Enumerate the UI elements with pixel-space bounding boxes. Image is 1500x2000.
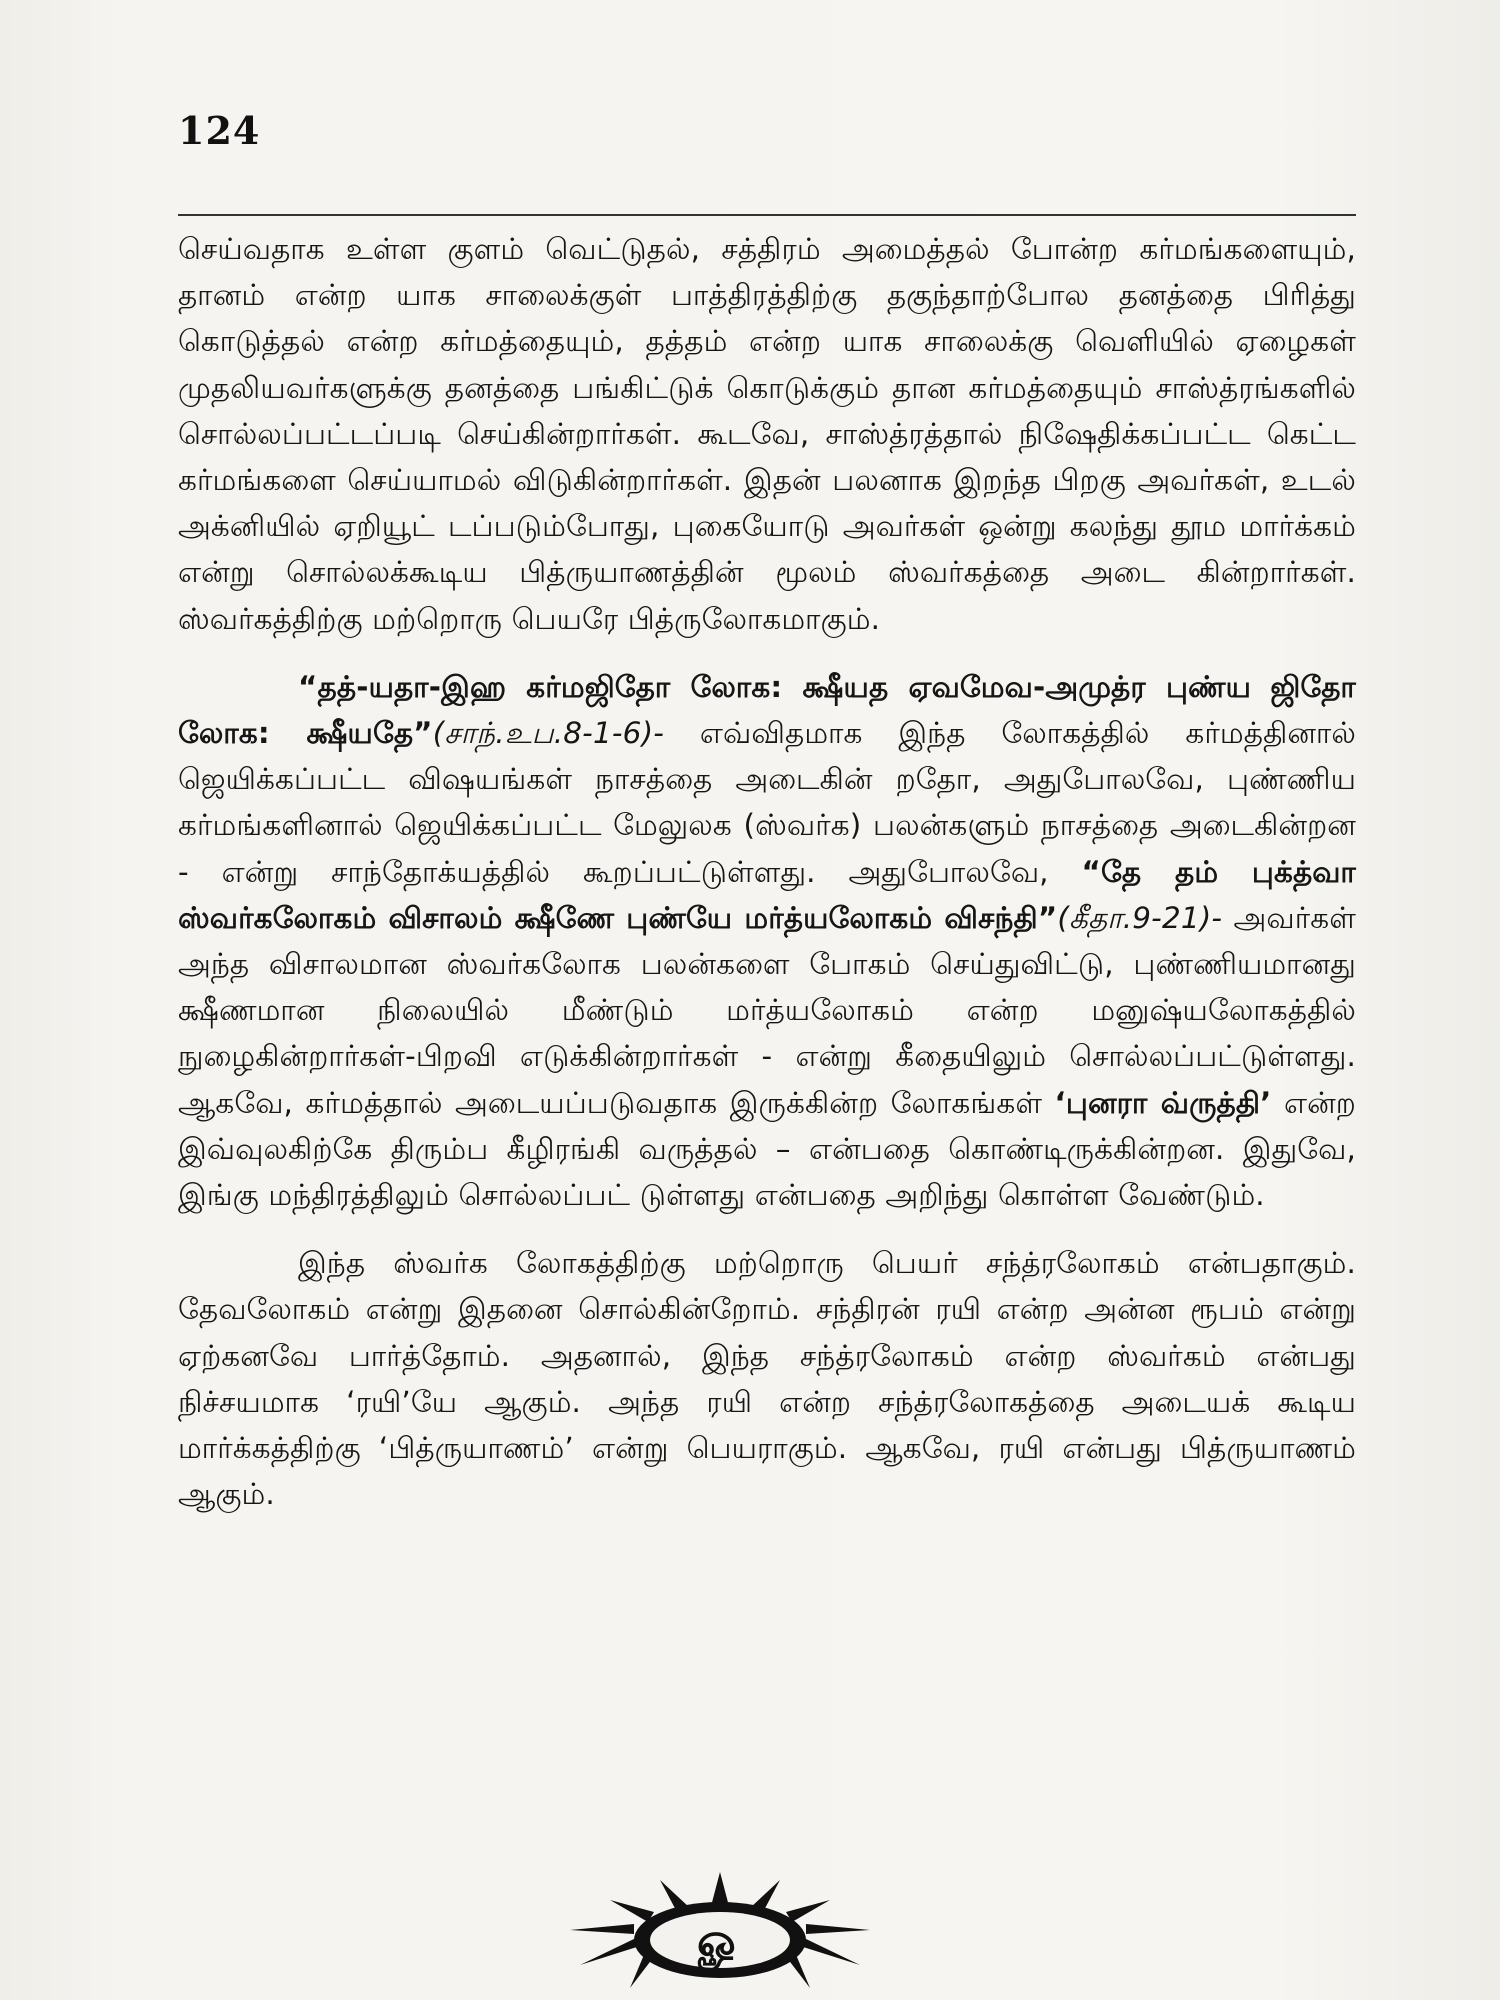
line: தகுந்தாற்போல தனத்தை பிரித்து கொடுத்தல் என்ற கர்மத்தையும், [178, 278, 1356, 359]
line: டப்படும்போது, புகையோடு அவர்கள் ஒன்று கலந்து தூம மார்க்கம் [447, 509, 1356, 544]
body-text-span: எவ்விதமாக இந்த லோகத்தில் [664, 716, 1150, 751]
line: சொல்லப்பட்டப்படி செய்கின்றார்கள். கூடவே, சாஸ்த்ரத்தால் [178, 416, 1003, 451]
line: நிஷேதிக்கப்பட்ட கெட்ட கர்மங்களை செய்யாமல் விடுகின்றார்கள். [178, 416, 1356, 498]
line: என்று சொல்லக்கூடிய பித்ருயாணத்தின் மூலம் ஸ்வர்கத்தை அடை [178, 555, 1166, 590]
header-rule [178, 214, 1356, 216]
body-text-span: அவர்கள் அந்த விசாலமான ஸ்வர்கலோக பலன்களை போகம் செய்துவிட்டு, புண்ணியமானது க்ஷீணமான நிலையில் மீண்டும் மர்த்யலோகம் என்ற மனுஷ்யலோகத்தில் நுழைகின்றார்கள்-பிறவி எடுக்கின்றார்கள் - என்று கீதையிலும் சொல்லப்பட்டுள்ளது. ஆகவே, கர்மத்தால் அடையப்படுவதாக இருக்கின்ற லோகங்கள் [178, 900, 1357, 1120]
paragraph-1 [178, 226, 1356, 642]
body-text-span: கர்மத்தினால் ஜெயிக்கப்பட்ட விஷயங்கள் நாசத்தை அடைகின் றதோ, அதுபோலவே, புண்ணிய கர்மங்களினால் ஜெயிக்கப்பட்ட மேலுலக (ஸ்வர்க) பலன்களும் நாசத்தை அடைகின்றன - என்று சாந்தோக்யத்தில் கூறப்பட்டுள்ளது. அதுபோலவே, [178, 716, 1357, 889]
line: கின்றார்கள். ஸ்வர்கத்திற்கு மற்றொரு பெயரே பித்ருலோகமாகும். [178, 555, 1356, 636]
om-glyph: ௐ [697, 1913, 743, 1967]
body-text [178, 226, 1356, 1517]
paragraph-2 [178, 664, 1356, 1218]
sanskrit-quote-1-end: ஜிதோ லோக: க்ஷீயதே” [178, 669, 1356, 751]
page-number: 124 [178, 108, 261, 153]
line: தத்தம் என்ற யாக சாலைக்கு வெளியில் ஏழைகள் முதலியவர்களுக்கு [178, 324, 1356, 405]
line: இதன் பலனாக இறந்த பிறகு அவர்கள், உடல் அக்னியில் ஏறியூட் [178, 463, 1356, 544]
line: கர்மங்களையும், தானம் என்ற யாக சாலைக்குள் பாத்திரத்திற்கு [178, 232, 1357, 313]
body-text-span: இந்த ஸ்வர்க லோகத்திற்கு மற்றொரு பெயர் சந்த்ரலோகம் என்பதாகும். தேவலோகம் என்று இதனை சொல்கின்றோம். சந்திரன் ரயி என்ற அன்ன ரூபம் என்று ஏற்கனவே பார்த்தோம். அதனால், இந்த சந்த்ரலோகம் என்ற ஸ்வர்கம் என்பது நிச்சயமாக ‘ரயி’யே ஆகும். அந்த ரயி என்ற சந்த்ரலோகத்தை அடையக் கூடிய மார்க்கத்திற்கு ‘பித்ருயாணம்’ என்று பெயராகும். ஆகவே, ரயி என்பது பித்ருயாணம் ஆகும். [178, 1246, 1356, 1512]
line: தனத்தை பங்கிட்டுக் கொடுக்கும் தான கர்மத்தையும் சாஸ்த்ரங்களில் [444, 370, 1356, 405]
line: செய்வதாக உள்ள குளம் வெட்டுதல், சத்திரம் அமைத்தல் போன்ற [178, 232, 1119, 266]
citation-1: (சாந்.உப.8-1-6)- [432, 716, 665, 751]
body-text-span: என்ற இவ்வுலகிற்கே திரும்ப கீழிரங்கி வருத்தல் – என்பதை கொண்டிருக்கின்றன. இதுவே, இங்கு மந்திரத்திலும் சொல்லப்பட் டுள்ளது என்பதை அறிந்து கொள்ள வேண்டும். [178, 1085, 1356, 1213]
sanskrit-quote-3: ‘புனரா வ்ருத்தி’ [1054, 1085, 1272, 1120]
paragraph-3 [178, 1240, 1356, 1517]
sanskrit-quote-1: “தத்-யதா-இஹ கர்மஜிதோ லோக: க்ஷீயத ஏவமேவ-அமுத்ர புண்ய [298, 669, 1252, 704]
sanskrit-quote-2: “தே தம் புக்த்வா ஸ்வர்கலோகம் விசாலம் க்ஷீணே புண்யே மர்த்யலோகம் விசந்தி” [178, 854, 1356, 935]
om-sunburst-icon [550, 1870, 890, 1990]
citation-2: (கீதா.9-21)- [1057, 900, 1223, 935]
